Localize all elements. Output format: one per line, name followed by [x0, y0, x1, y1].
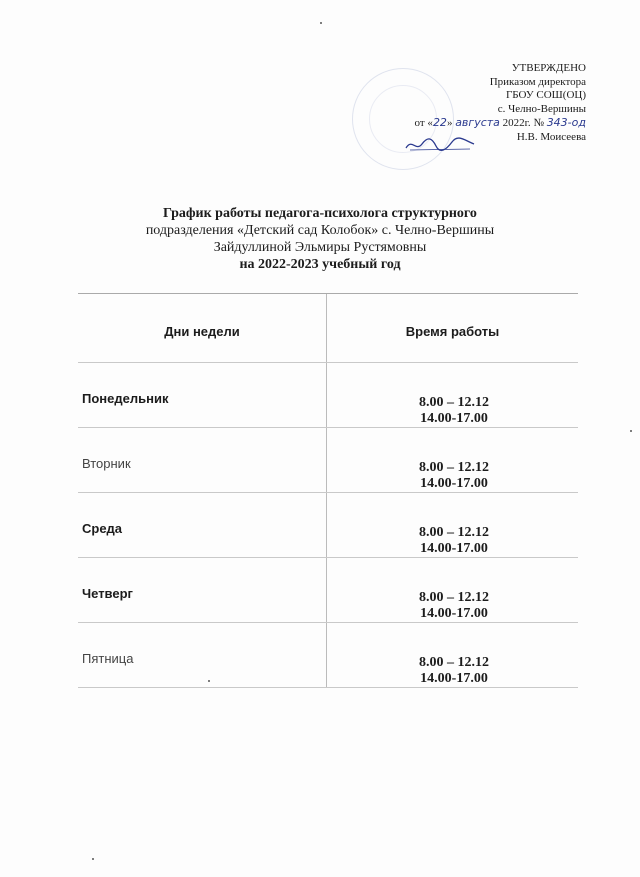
- time-range: [399, 460, 509, 492]
- table-header-row: [78, 294, 578, 363]
- signature-icon: [404, 134, 476, 154]
- order-date-line: от «22» августа 2022г. № 343-од: [414, 116, 586, 129]
- organization-name: ГБОУ СОШ(ОЦ): [505, 89, 586, 101]
- table-row: [78, 623, 578, 688]
- header-cell-days: [78, 294, 327, 362]
- afternoon-time: 14.00-17.00: [420, 606, 488, 621]
- header-days-label: Дни недели: [164, 324, 240, 339]
- scan-speck: [92, 858, 94, 860]
- morning-time: 8.00 – 12.12: [419, 460, 489, 475]
- table-row: [78, 363, 578, 428]
- approved-label: УТВЕРЖДЕНО: [511, 62, 586, 74]
- village-name: с. Челно-Вершины: [497, 102, 586, 115]
- table-row: [78, 493, 578, 558]
- day-label: Вторник: [82, 456, 131, 471]
- title-line-2: подразделения «Детский сад Колобок» с. Челно-Вершины: [145, 223, 495, 238]
- header-time-label: Время работы: [405, 324, 500, 339]
- order-number: 343-од: [546, 116, 586, 129]
- table-row: [78, 428, 578, 493]
- afternoon-time: 14.00-17.00: [420, 411, 488, 426]
- signatory-name: Н.В. Моисеева: [516, 130, 586, 143]
- time-cell: [327, 428, 578, 492]
- time-cell: [327, 363, 578, 427]
- date-month: августа: [455, 116, 500, 129]
- time-range: [399, 655, 509, 687]
- time-cell: [327, 493, 578, 557]
- time-range: [399, 395, 509, 427]
- scan-speck: [208, 680, 210, 682]
- time-cell: [327, 558, 578, 622]
- day-cell: [78, 493, 327, 557]
- morning-time: 8.00 – 12.12: [419, 395, 489, 410]
- morning-time: 8.00 – 12.12: [419, 525, 489, 540]
- date-day: 22: [432, 116, 447, 129]
- day-cell: [78, 428, 327, 492]
- afternoon-time: 14.00-17.00: [420, 541, 488, 556]
- day-label: Пятница: [82, 651, 134, 666]
- number-label: №: [533, 117, 544, 129]
- morning-time: 8.00 – 12.12: [419, 590, 489, 605]
- document-title: [80, 205, 560, 273]
- time-cell: [327, 623, 578, 687]
- title-line-4: на 2022-2023 учебный год: [239, 257, 401, 272]
- afternoon-time: 14.00-17.00: [420, 476, 488, 491]
- scan-speck: [630, 430, 632, 432]
- title-line-1: График работы педагога-психолога структурного: [163, 206, 477, 221]
- day-cell: [78, 363, 327, 427]
- table-row: [78, 558, 578, 623]
- time-range: [399, 525, 509, 557]
- day-cell: [78, 623, 327, 687]
- scan-speck: [320, 22, 322, 24]
- date-year: 2022г.: [502, 117, 531, 129]
- morning-time: 8.00 – 12.12: [419, 655, 489, 670]
- title-line-3: Зайдуллиной Эльмиры Рустямовны: [213, 240, 427, 255]
- afternoon-time: 14.00-17.00: [420, 671, 488, 686]
- order-label: Приказом директора: [489, 75, 586, 88]
- time-range: [399, 590, 509, 622]
- schedule-table: [78, 293, 578, 688]
- date-prefix: от «: [414, 117, 433, 129]
- day-label: Четверг: [82, 586, 133, 601]
- approval-block: [340, 62, 586, 144]
- day-label: Понедельник: [82, 391, 169, 406]
- day-cell: [78, 558, 327, 622]
- day-label: Среда: [82, 521, 123, 536]
- header-cell-time: [327, 294, 578, 362]
